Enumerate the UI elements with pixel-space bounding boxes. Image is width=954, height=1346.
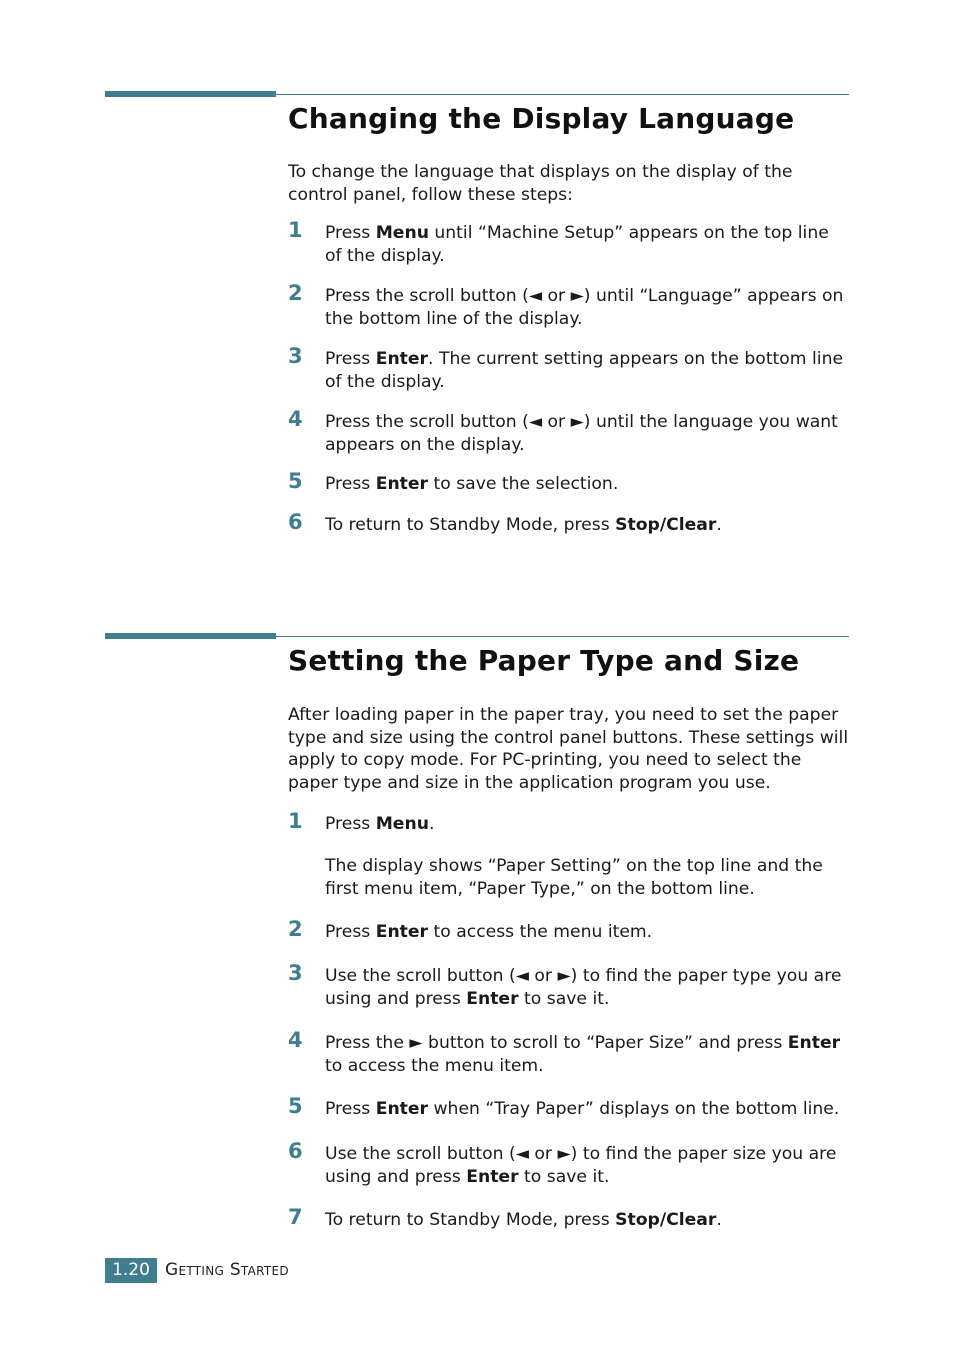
step-text: Press Enter to access the menu item. [325,922,653,942]
step-text: Press the scroll button (◄ or ►) until “Language” appears on the bottom line of the display. [325,286,844,329]
step-number: 3 [288,344,303,368]
step-text: Use the scroll button (◄ or ►) to find the paper type you are using and press Enter to save it. [325,966,842,1009]
step-number: 2 [288,917,303,941]
step-text: Press Menu until “Machine Setup” appears on the top line of the display. [325,223,829,266]
section-rule-thin [276,94,849,95]
step-number: 2 [288,281,303,305]
step-text: Use the scroll button (◄ or ►) to find the paper size you are using and press Enter to save it. [325,1144,837,1187]
step-text: Press Enter. The current setting appears on the bottom line of the display. [325,349,844,392]
step-text: Press Enter to save the selection. [325,474,619,494]
section-title: Setting the Paper Type and Size [288,644,800,677]
step-number: 5 [288,469,303,493]
step-text: Press Menu. [325,814,435,834]
step-number: 4 [288,1028,303,1052]
step-number: 5 [288,1094,303,1118]
section-rule-thin [276,636,849,637]
page-number: 1.20 [105,1258,157,1283]
step-text: To return to Standby Mode, press Stop/Clear. [325,1210,722,1230]
step-number: 1 [288,809,303,833]
step-number: 3 [288,961,303,985]
step-note: The display shows “Paper Setting” on the top line and the first menu item, “Paper Type,” on the bottom line. [325,856,823,899]
step-number: 6 [288,510,303,534]
section-title: Changing the Display Language [288,102,795,135]
step-text: Press the scroll button (◄ or ►) until the language you want appears on the display. [325,412,838,455]
section-intro: After loading paper in the paper tray, you need to set the paper type and size using the control panel buttons. These settings will apply to copy mode. For PC-printing, you need to select the paper type and size in the application program you use. [288,705,849,793]
step-number: 6 [288,1139,303,1163]
step-number: 1 [288,218,303,242]
section-rule-thick [105,633,276,639]
chapter-title: Getting Started [165,1260,289,1280]
step-text: To return to Standby Mode, press Stop/Clear. [325,515,722,535]
step-text: Press the ► button to scroll to “Paper Size” and press Enter to access the menu item. [325,1033,841,1076]
section-intro: To change the language that displays on the display of the control panel, follow these steps: [288,162,793,205]
step-number: 4 [288,407,303,431]
step-text: Press Enter when “Tray Paper” displays on the bottom line. [325,1099,840,1119]
step-number: 7 [288,1205,303,1229]
section-rule-thick [105,91,276,97]
